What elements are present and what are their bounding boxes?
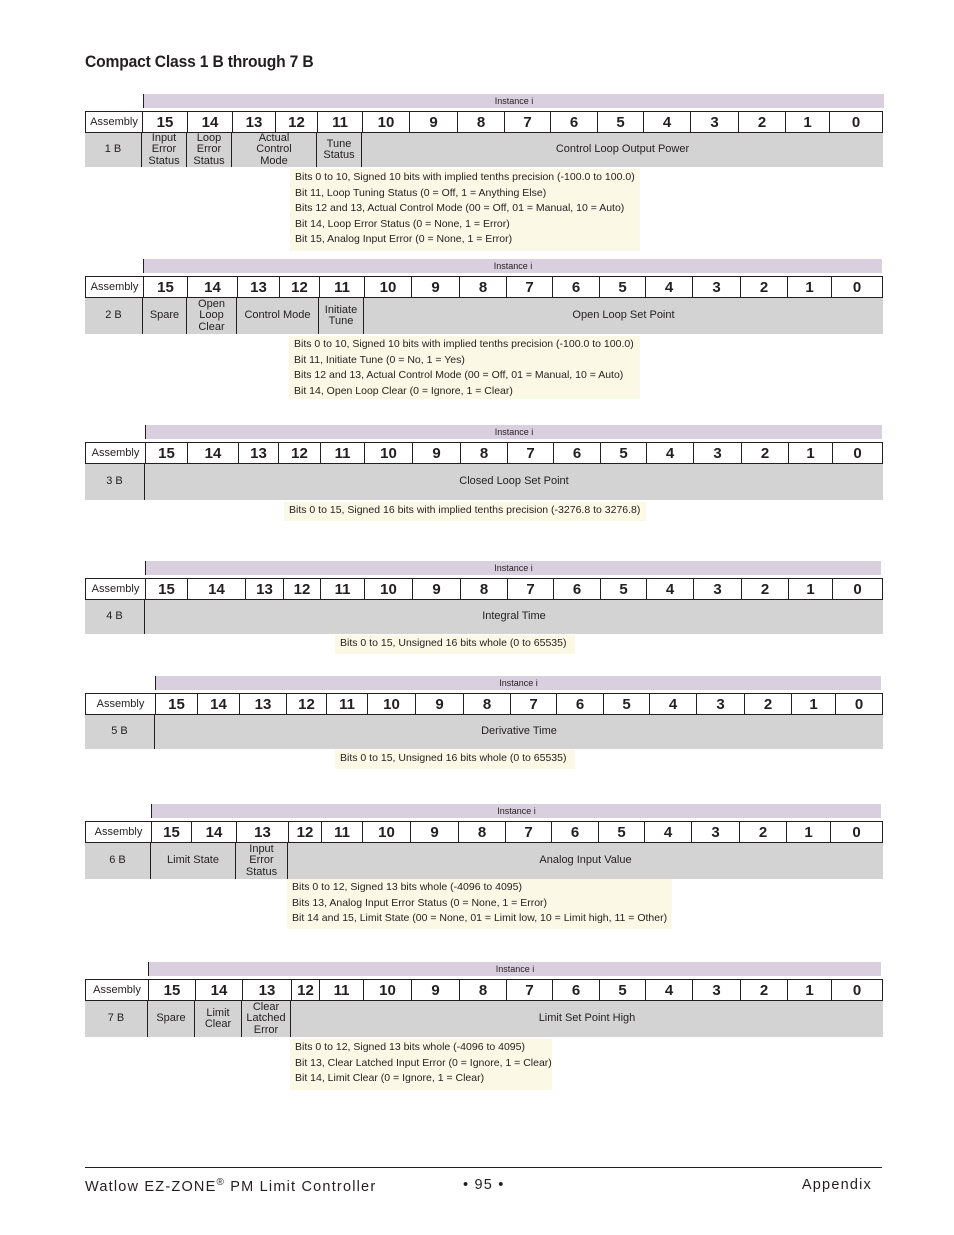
bit-4: 4 bbox=[646, 277, 693, 297]
bit-6: 6 bbox=[553, 277, 600, 297]
note-line: Bits 12 and 13, Actual Control Mode (00 = Off, 01 = Manual, 10 = Auto) bbox=[295, 202, 625, 214]
bit-10: 10 bbox=[363, 822, 411, 842]
bit-header-row bbox=[85, 578, 883, 600]
instance-header: Instance i bbox=[155, 676, 881, 690]
note-line: Bits 0 to 12, Signed 13 bits whole (-4096 to 4095) bbox=[292, 881, 522, 893]
bit-3: 3 bbox=[693, 980, 741, 1000]
cell-initiate-tune: Initiate Tune bbox=[319, 298, 364, 334]
assembly-label: Assembly bbox=[86, 822, 152, 842]
bit-notes bbox=[335, 750, 575, 769]
bit-7: 7 bbox=[507, 277, 553, 297]
footer-section: Appendix bbox=[801, 1177, 872, 1193]
note-line: Bits 0 to 12, Signed 13 bits whole (-4096 to 4095) bbox=[295, 1041, 525, 1053]
bit-15: 15 bbox=[156, 694, 198, 714]
data-row bbox=[85, 298, 883, 334]
data-row bbox=[85, 843, 883, 879]
bit-14: 14 bbox=[188, 112, 233, 132]
bit-11: 11 bbox=[327, 694, 368, 714]
bit-2: 2 bbox=[745, 694, 792, 714]
note-line: Bits 0 to 15, Unsigned 16 bits whole (0 to 65535) bbox=[340, 637, 567, 649]
assembly-id: 1 B bbox=[85, 133, 142, 167]
bit-5: 5 bbox=[601, 443, 647, 463]
assembly-id: 2 B bbox=[85, 298, 143, 334]
registered-mark: ® bbox=[216, 1177, 226, 1188]
bit-13: 13 bbox=[237, 822, 289, 842]
bit-8: 8 bbox=[459, 822, 506, 842]
bit-11: 11 bbox=[318, 112, 363, 132]
bit-header-row bbox=[85, 693, 883, 715]
bit-3: 3 bbox=[694, 443, 742, 463]
data-row bbox=[85, 464, 883, 500]
footer-divider bbox=[85, 1167, 882, 1168]
bit-12: 12 bbox=[287, 694, 327, 714]
note-line: Bit 14, Open Loop Clear (0 = Ignore, 1 = Clear) bbox=[294, 384, 513, 397]
bit-2: 2 bbox=[740, 822, 787, 842]
bit-header-row bbox=[85, 821, 883, 843]
bit-12: 12 bbox=[292, 980, 320, 1000]
bit-15: 15 bbox=[152, 822, 192, 842]
bit-15: 15 bbox=[143, 112, 188, 132]
bit-0: 0 bbox=[851, 113, 861, 131]
bit-15: 15 bbox=[146, 443, 188, 463]
bit-8: 8 bbox=[464, 694, 511, 714]
bit-10: 10 bbox=[365, 277, 412, 297]
instance-header: Instance i bbox=[143, 94, 884, 108]
note-line: Bit 13, Clear Latched Input Error (0 = Ignore, 1 = Clear) bbox=[295, 1056, 552, 1069]
bit-11: 11 bbox=[321, 443, 365, 463]
cell-closed-loop-set-point: Closed Loop Set Point bbox=[459, 475, 569, 488]
instance-header: Instance i bbox=[151, 804, 881, 818]
bit-7: 7 bbox=[508, 443, 554, 463]
instance-header: Instance i bbox=[145, 425, 882, 439]
bit-13: 13 bbox=[239, 443, 279, 463]
note-line: Bit 11, Loop Tuning Status (0 = Off, 1 = Anything Else) bbox=[295, 186, 547, 199]
bit-9: 9 bbox=[410, 112, 458, 132]
footer-product bbox=[85, 1177, 376, 1195]
cell-input-error-status: Input Error Status bbox=[142, 133, 187, 167]
bit-8: 8 bbox=[458, 112, 505, 132]
bit-9: 9 bbox=[413, 579, 461, 599]
bit-5: 5 bbox=[600, 980, 646, 1000]
note-line: Bit 15, Analog Input Error (0 = None, 1 = Error) bbox=[295, 233, 513, 245]
bit-8: 8 bbox=[460, 277, 507, 297]
cell-loop-error-status: Loop Error Status bbox=[187, 133, 232, 167]
bit-header-row bbox=[85, 111, 883, 133]
bit-12: 12 bbox=[276, 112, 318, 132]
bit-9: 9 bbox=[413, 443, 461, 463]
bit-7: 7 bbox=[511, 694, 557, 714]
bit-3: 3 bbox=[694, 579, 742, 599]
bit-1: 1 bbox=[789, 579, 833, 599]
bit-8: 8 bbox=[461, 579, 508, 599]
assembly-label: Assembly bbox=[86, 443, 146, 463]
bit-10: 10 bbox=[365, 579, 413, 599]
bit-6: 6 bbox=[552, 822, 599, 842]
instance-header: Instance i bbox=[143, 259, 882, 273]
cell-tune-status: Tune Status bbox=[317, 133, 362, 167]
instance-header: Instance i bbox=[148, 962, 881, 976]
bit-2: 2 bbox=[741, 277, 788, 297]
bit-8: 8 bbox=[460, 980, 507, 1000]
bit-12: 12 bbox=[284, 579, 321, 599]
cell-limit-state: Limit State bbox=[151, 843, 236, 879]
bit-7: 7 bbox=[505, 112, 551, 132]
cell-control-mode: Control Mode bbox=[237, 298, 319, 334]
page-title: Compact Class 1 B through 7 B bbox=[85, 52, 314, 71]
bit-10: 10 bbox=[368, 694, 416, 714]
bit-13: 13 bbox=[240, 694, 287, 714]
bit-13: 13 bbox=[233, 112, 276, 132]
bit-11: 11 bbox=[322, 822, 363, 842]
cell-limit-set-point-high: Limit Set Point High bbox=[538, 1012, 636, 1025]
data-row bbox=[85, 1001, 883, 1037]
cell-spare: Spare bbox=[148, 1001, 195, 1037]
bit-1: 1 bbox=[787, 822, 831, 842]
cell-open-loop-clear: Open Loop Clear bbox=[187, 298, 237, 334]
assembly-label: Assembly bbox=[86, 112, 143, 132]
assembly-label: Assembly bbox=[86, 694, 156, 714]
note-line: Bit 11, Initiate Tune (0 = No, 1 = Yes) bbox=[294, 353, 465, 366]
bit-3: 3 bbox=[691, 112, 739, 132]
bit-14: 14 bbox=[198, 694, 240, 714]
assembly-id: 7 B bbox=[85, 1001, 148, 1037]
bit-0: 0 bbox=[854, 695, 864, 713]
bit-header-row bbox=[85, 276, 883, 298]
bit-4: 4 bbox=[650, 694, 697, 714]
bit-8: 8 bbox=[461, 443, 508, 463]
bit-5: 5 bbox=[601, 579, 647, 599]
data-row bbox=[85, 133, 883, 167]
bit-6: 6 bbox=[554, 579, 601, 599]
footer-brand: Watlow EZ-ZONE bbox=[85, 1178, 217, 1195]
bit-6: 6 bbox=[557, 694, 604, 714]
assembly-id: 5 B bbox=[85, 715, 155, 749]
bit-notes bbox=[284, 502, 646, 521]
bit-7: 7 bbox=[507, 980, 553, 1000]
bit-9: 9 bbox=[412, 277, 460, 297]
bit-11: 11 bbox=[320, 277, 365, 297]
bit-0: 0 bbox=[853, 580, 862, 598]
bit-11: 11 bbox=[320, 980, 364, 1000]
bit-notes bbox=[287, 879, 672, 929]
bit-2: 2 bbox=[739, 112, 786, 132]
bit-0: 0 bbox=[852, 278, 862, 296]
assembly-label: Assembly bbox=[86, 579, 146, 599]
footer-product-name: PM Limit Controller bbox=[225, 1178, 377, 1195]
bit-notes bbox=[290, 1039, 552, 1090]
bit-header-row bbox=[85, 979, 883, 1001]
bit-1: 1 bbox=[788, 980, 832, 1000]
bit-12: 12 bbox=[289, 822, 322, 842]
assembly-id: 6 B bbox=[85, 843, 151, 879]
instance-header: Instance i bbox=[145, 561, 881, 575]
bit-4: 4 bbox=[647, 443, 694, 463]
bit-3: 3 bbox=[692, 822, 740, 842]
bit-5: 5 bbox=[604, 694, 650, 714]
note-line: Bit 14 and 15, Limit State (00 = None, 01 = Limit low, 10 = Limit high, 11 = Other) bbox=[292, 912, 668, 924]
bit-4: 4 bbox=[647, 579, 694, 599]
bit-11: 11 bbox=[321, 579, 365, 599]
bit-9: 9 bbox=[416, 694, 464, 714]
bit-4: 4 bbox=[645, 822, 692, 842]
note-line: Bits 0 to 15, Signed 16 bits with implied tenths precision (-3276.8 to 3276.8) bbox=[289, 504, 641, 516]
note-line: Bits 0 to 10, Signed 10 bits with implied tenths precision (-100.0 to 100.0) bbox=[295, 171, 635, 183]
assembly-label: Assembly bbox=[86, 277, 144, 297]
bit-9: 9 bbox=[412, 980, 460, 1000]
bit-1: 1 bbox=[789, 443, 833, 463]
cell-clear-latched-error: Clear Latched Error bbox=[242, 1001, 291, 1037]
cell-actual-control-mode: Actual Control Mode bbox=[232, 133, 317, 167]
bit-4: 4 bbox=[646, 980, 693, 1000]
bit-0: 0 bbox=[852, 981, 862, 999]
data-row bbox=[85, 715, 883, 749]
cell-analog-input-value: Analog Input Value bbox=[539, 854, 632, 867]
data-row bbox=[85, 600, 883, 634]
bit-14: 14 bbox=[188, 443, 239, 463]
assembly-id: 4 B bbox=[85, 600, 145, 634]
bit-13: 13 bbox=[243, 980, 292, 1000]
bit-4: 4 bbox=[644, 112, 691, 132]
note-line: Bits 0 to 15, Unsigned 16 bits whole (0 to 65535) bbox=[340, 752, 567, 764]
bit-5: 5 bbox=[598, 112, 644, 132]
bit-1: 1 bbox=[786, 112, 830, 132]
note-line: Bits 0 to 10, Signed 10 bits with implied tenths precision (-100.0 to 100.0) bbox=[294, 338, 634, 350]
cell-spare: Spare bbox=[143, 298, 187, 334]
bit-13: 13 bbox=[238, 277, 280, 297]
bit-10: 10 bbox=[363, 112, 410, 132]
bit-0: 0 bbox=[852, 823, 861, 841]
bit-14: 14 bbox=[188, 579, 246, 599]
bit-15: 15 bbox=[146, 579, 188, 599]
bit-0: 0 bbox=[853, 444, 862, 462]
bit-3: 3 bbox=[697, 694, 745, 714]
bit-2: 2 bbox=[741, 980, 788, 1000]
bit-2: 2 bbox=[742, 579, 789, 599]
assembly-label: Assembly bbox=[86, 980, 149, 1000]
bit-notes bbox=[335, 635, 575, 654]
bit-7: 7 bbox=[506, 822, 552, 842]
bit-2: 2 bbox=[742, 443, 789, 463]
bit-10: 10 bbox=[365, 443, 413, 463]
assembly-id: 3 B bbox=[85, 464, 145, 500]
cell-control-loop-output-power: Control Loop Output Power bbox=[555, 143, 690, 156]
bit-notes bbox=[289, 336, 640, 399]
bit-1: 1 bbox=[792, 694, 836, 714]
cell-input-error-status: Input Error Status bbox=[236, 843, 288, 879]
bit-notes bbox=[290, 169, 640, 251]
note-line: Bit 14, Limit Clear (0 = Ignore, 1 = Clear) bbox=[295, 1072, 485, 1084]
bit-14: 14 bbox=[188, 277, 238, 297]
bit-5: 5 bbox=[599, 822, 645, 842]
page-number: • 95 • bbox=[463, 1177, 505, 1193]
bit-13: 13 bbox=[246, 579, 284, 599]
bit-14: 14 bbox=[192, 822, 237, 842]
bit-6: 6 bbox=[553, 980, 600, 1000]
bit-15: 15 bbox=[149, 980, 196, 1000]
bit-9: 9 bbox=[411, 822, 459, 842]
cell-limit-clear: Limit Clear bbox=[195, 1001, 242, 1037]
bit-10: 10 bbox=[364, 980, 412, 1000]
note-line: Bit 14, Loop Error Status (0 = None, 1 = Error) bbox=[295, 217, 510, 230]
note-line: Bits 13, Analog Input Error Status (0 = None, 1 = Error) bbox=[292, 896, 548, 909]
bit-3: 3 bbox=[693, 277, 741, 297]
bit-6: 6 bbox=[551, 112, 598, 132]
bit-15: 15 bbox=[144, 277, 188, 297]
cell-integral-time: Integral Time bbox=[482, 610, 546, 623]
bit-6: 6 bbox=[554, 443, 601, 463]
cell-open-loop-set-point: Open Loop Set Point bbox=[572, 309, 675, 322]
bit-1: 1 bbox=[788, 277, 832, 297]
bit-5: 5 bbox=[600, 277, 646, 297]
note-line: Bits 12 and 13, Actual Control Mode (00 = Off, 01 = Manual, 10 = Auto) bbox=[294, 369, 624, 381]
cell-derivative-time: Derivative Time bbox=[481, 725, 557, 738]
bit-header-row bbox=[85, 442, 883, 464]
bit-12: 12 bbox=[280, 277, 320, 297]
bit-7: 7 bbox=[508, 579, 554, 599]
bit-12: 12 bbox=[279, 443, 321, 463]
bit-14: 14 bbox=[196, 980, 243, 1000]
